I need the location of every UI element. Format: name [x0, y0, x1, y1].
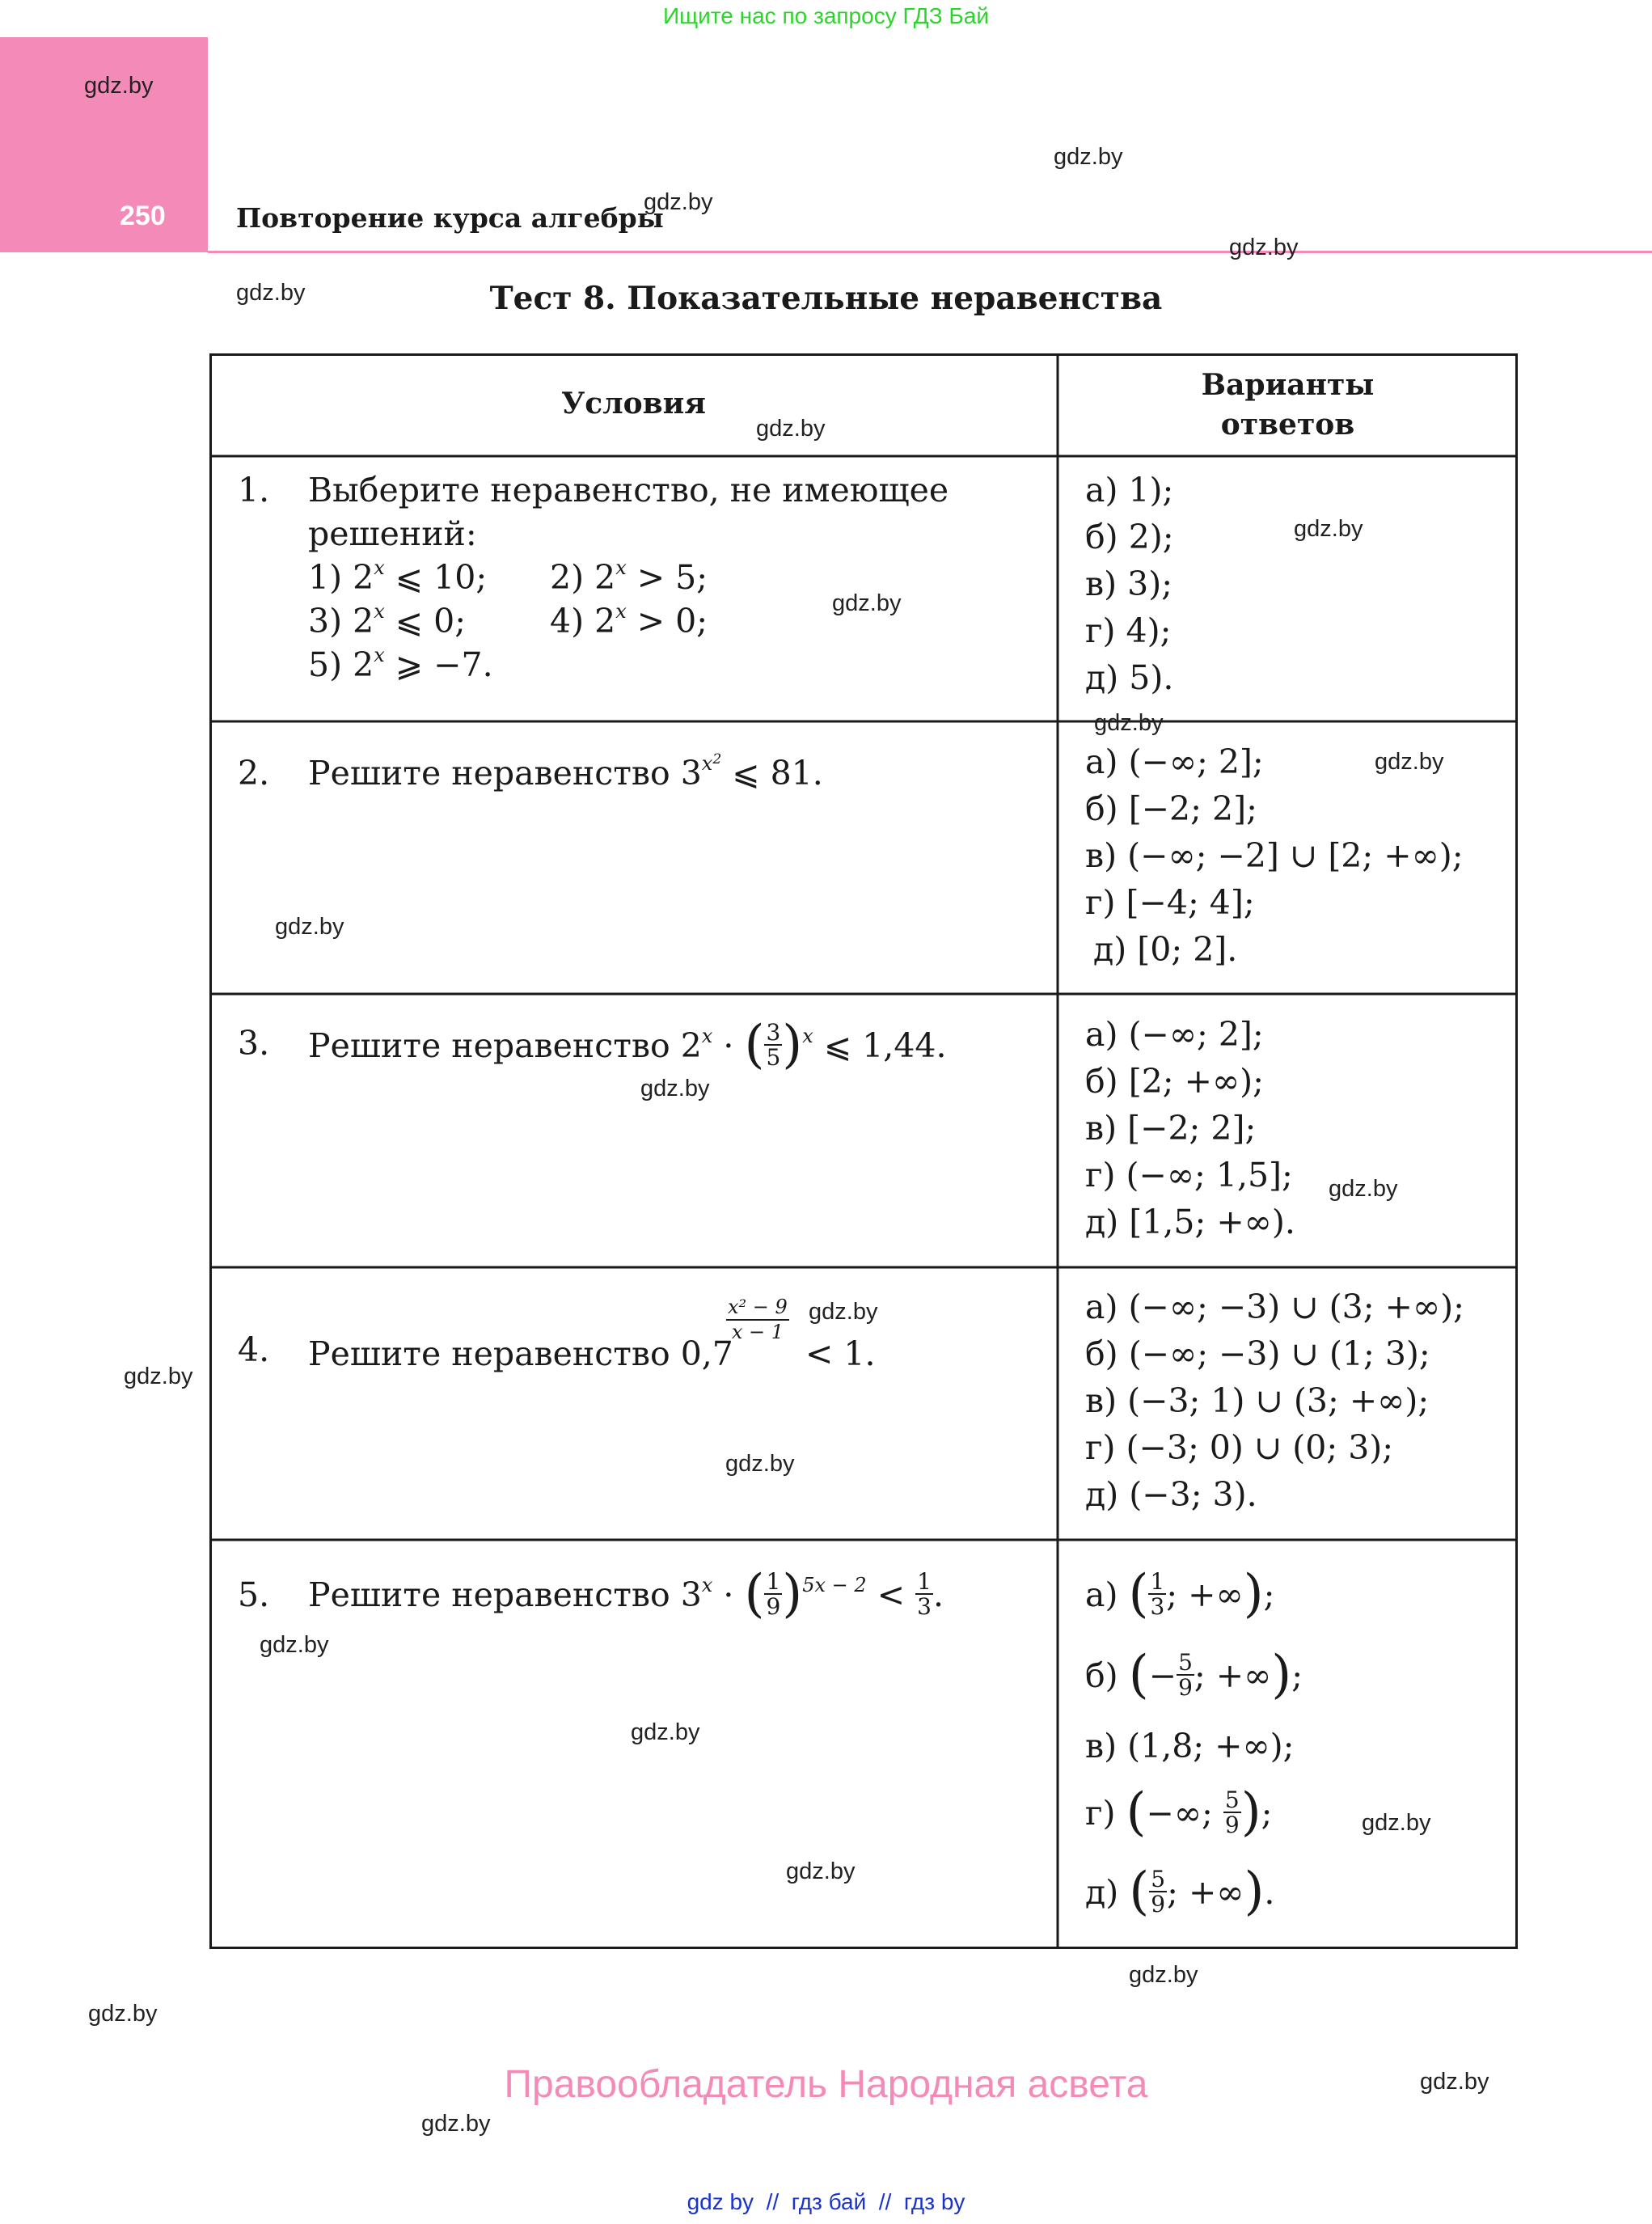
q2-answer-d: г) [−4; 4];: [1085, 883, 1255, 922]
q3-answer-d: г) (−∞; 1,5];: [1085, 1156, 1293, 1194]
q5-answer-d: г) (−∞; $\frac{5}{9}$ );: [1085, 1782, 1273, 1842]
watermark: gdz.by: [832, 590, 902, 616]
q4-statement-rest: < 1.: [805, 1334, 876, 1373]
watermark: gdz.by: [421, 2111, 491, 2137]
q4-exponent-denominator: x − 1: [731, 1320, 784, 1343]
q3-answer-e: д) [1,5; +∞).: [1085, 1203, 1295, 1241]
q4-number: 4.: [238, 1330, 270, 1369]
q4-answer-c: в) (−3; 1) ∪ (3; +∞);: [1085, 1381, 1430, 1420]
header-conditions: Условия: [561, 387, 706, 421]
q2-number: 2.: [238, 754, 270, 793]
q1-answer-a: а) 1);: [1085, 471, 1174, 509]
watermark: gdz.by: [124, 1364, 193, 1389]
q1-option-2: 2) $2^x > 5$;: [550, 556, 708, 597]
q5-answer-a: а) ( $\frac{1}{3}$ ; +∞);: [1085, 1563, 1275, 1624]
q1-number: 1.: [238, 471, 270, 509]
watermark: gdz.by: [631, 1719, 700, 1745]
test-title: Тест 8. Показательные неравенства: [489, 280, 1163, 317]
watermark: gdz.by: [1054, 144, 1123, 170]
q4-answer-e: д) (−3; 3).: [1085, 1475, 1257, 1514]
watermark: gdz.by: [236, 280, 306, 306]
header-answers: [1058, 366, 1518, 444]
watermark: gdz.by: [275, 914, 344, 940]
q4-answer-b: б) (−∞; −3) ∪ (1; 3);: [1085, 1334, 1430, 1373]
header-answers-line2: ответов: [1220, 407, 1355, 442]
q1-answer-d: г) 4);: [1085, 611, 1172, 650]
watermark: gdz.by: [1129, 1962, 1198, 1988]
q2-statement: Решите неравенство $3^{x^2}$ ⩽ 81.: [308, 751, 823, 793]
q3-answer-c: в) [−2; 2];: [1085, 1109, 1257, 1148]
q2-answer-a: а) (−∞; 2];: [1085, 742, 1264, 781]
watermark: gdz.by: [260, 1632, 329, 1658]
q1-answer-c: в) 3);: [1085, 564, 1173, 603]
q1-option-3: 3) 2$^x$ ⩽ 0;: [308, 600, 467, 641]
q5-answer-e: д) ( $\frac{5}{9}$ ; +∞).: [1085, 1861, 1275, 1922]
watermark: gdz.by: [809, 1299, 878, 1325]
footer-links[interactable]: gdz by // гдз бай // гдз by: [687, 2189, 965, 2214]
watermark: gdz.by: [1229, 235, 1299, 260]
watermark: gdz.by: [786, 1858, 856, 1884]
q3-answer-a: а) (−∞; 2];: [1085, 1015, 1264, 1054]
watermark: gdz.by: [1329, 1176, 1398, 1202]
q1-line1: Выберите неравенство, не имеющее: [308, 471, 949, 509]
watermark: gdz.by: [1094, 710, 1164, 736]
page-number: 250: [120, 201, 166, 231]
q1-line2: решений:: [308, 514, 477, 553]
q5-statement: Решите неравенство 3$^x$ · ( $\frac{1}{9}$ )$^{5x - 2}$ < $\frac{1}{3}$ .: [308, 1563, 944, 1624]
section-title: Повторение курса алгебры: [236, 202, 664, 234]
watermark: gdz.by: [84, 73, 154, 99]
watermark: gdz.by: [1294, 516, 1363, 542]
q4-exponent-fraction: [726, 1296, 789, 1344]
q1-option-4: 4) $2^x > 0$;: [550, 600, 708, 641]
watermark: gdz.by: [88, 2001, 158, 2027]
q5-number: 5.: [238, 1575, 270, 1614]
watermark: gdz.by: [1362, 1810, 1431, 1836]
q1-option-1: 1) 2$^x$ ⩽ 10;: [308, 556, 488, 597]
q3-answer-b: б) [2; +∞);: [1085, 1062, 1264, 1101]
page-tab: [0, 37, 208, 252]
top-banner: Ищите нас по запросу ГДЗ Бай: [662, 3, 990, 28]
header-answers-line1: Варианты: [1201, 368, 1375, 402]
q1-answer-e: д) 5).: [1085, 658, 1174, 697]
q4-statement: Решите неравенство 0,7: [308, 1334, 733, 1373]
q4-answer-a: а) (−∞; −3) ∪ (3; +∞);: [1085, 1287, 1464, 1326]
q4-answer-d: г) (−3; 0) ∪ (0; 3);: [1085, 1428, 1394, 1467]
watermark: gdz.by: [725, 1451, 795, 1477]
header-rule: [208, 251, 1652, 253]
q2-answer-e: д) [0; 2].: [1093, 930, 1238, 969]
q1-answer-b: б) 2);: [1085, 518, 1174, 556]
q5-answer-b: б) (− $\frac{5}{9}$ ; +∞);: [1085, 1644, 1303, 1705]
q3-number: 3.: [238, 1024, 270, 1063]
q5-answer-c: в) (1,8; +∞);: [1085, 1727, 1295, 1765]
q2-answer-c: в) (−∞; −2] ∪ [2; +∞);: [1085, 836, 1464, 875]
watermark: gdz.by: [644, 189, 713, 215]
watermark: gdz.by: [1420, 2069, 1489, 2095]
q4-exponent-numerator: x² − 9: [726, 1296, 789, 1321]
watermark: gdz.by: [1375, 749, 1444, 775]
copyright-notice: Правообладатель Народная асвета: [504, 2063, 1148, 2106]
watermark: gdz.by: [640, 1076, 710, 1101]
watermark: gdz.by: [756, 416, 826, 442]
q1-option-5: 5) 2$^x$ ⩾ −7.: [308, 644, 493, 684]
q3-statement: Решите неравенство 2$^x$ · ( $\frac{3}{5}$ )$^x$ ⩽ 1,44.: [308, 1014, 947, 1075]
q2-answer-b: б) [−2; 2];: [1085, 789, 1257, 828]
